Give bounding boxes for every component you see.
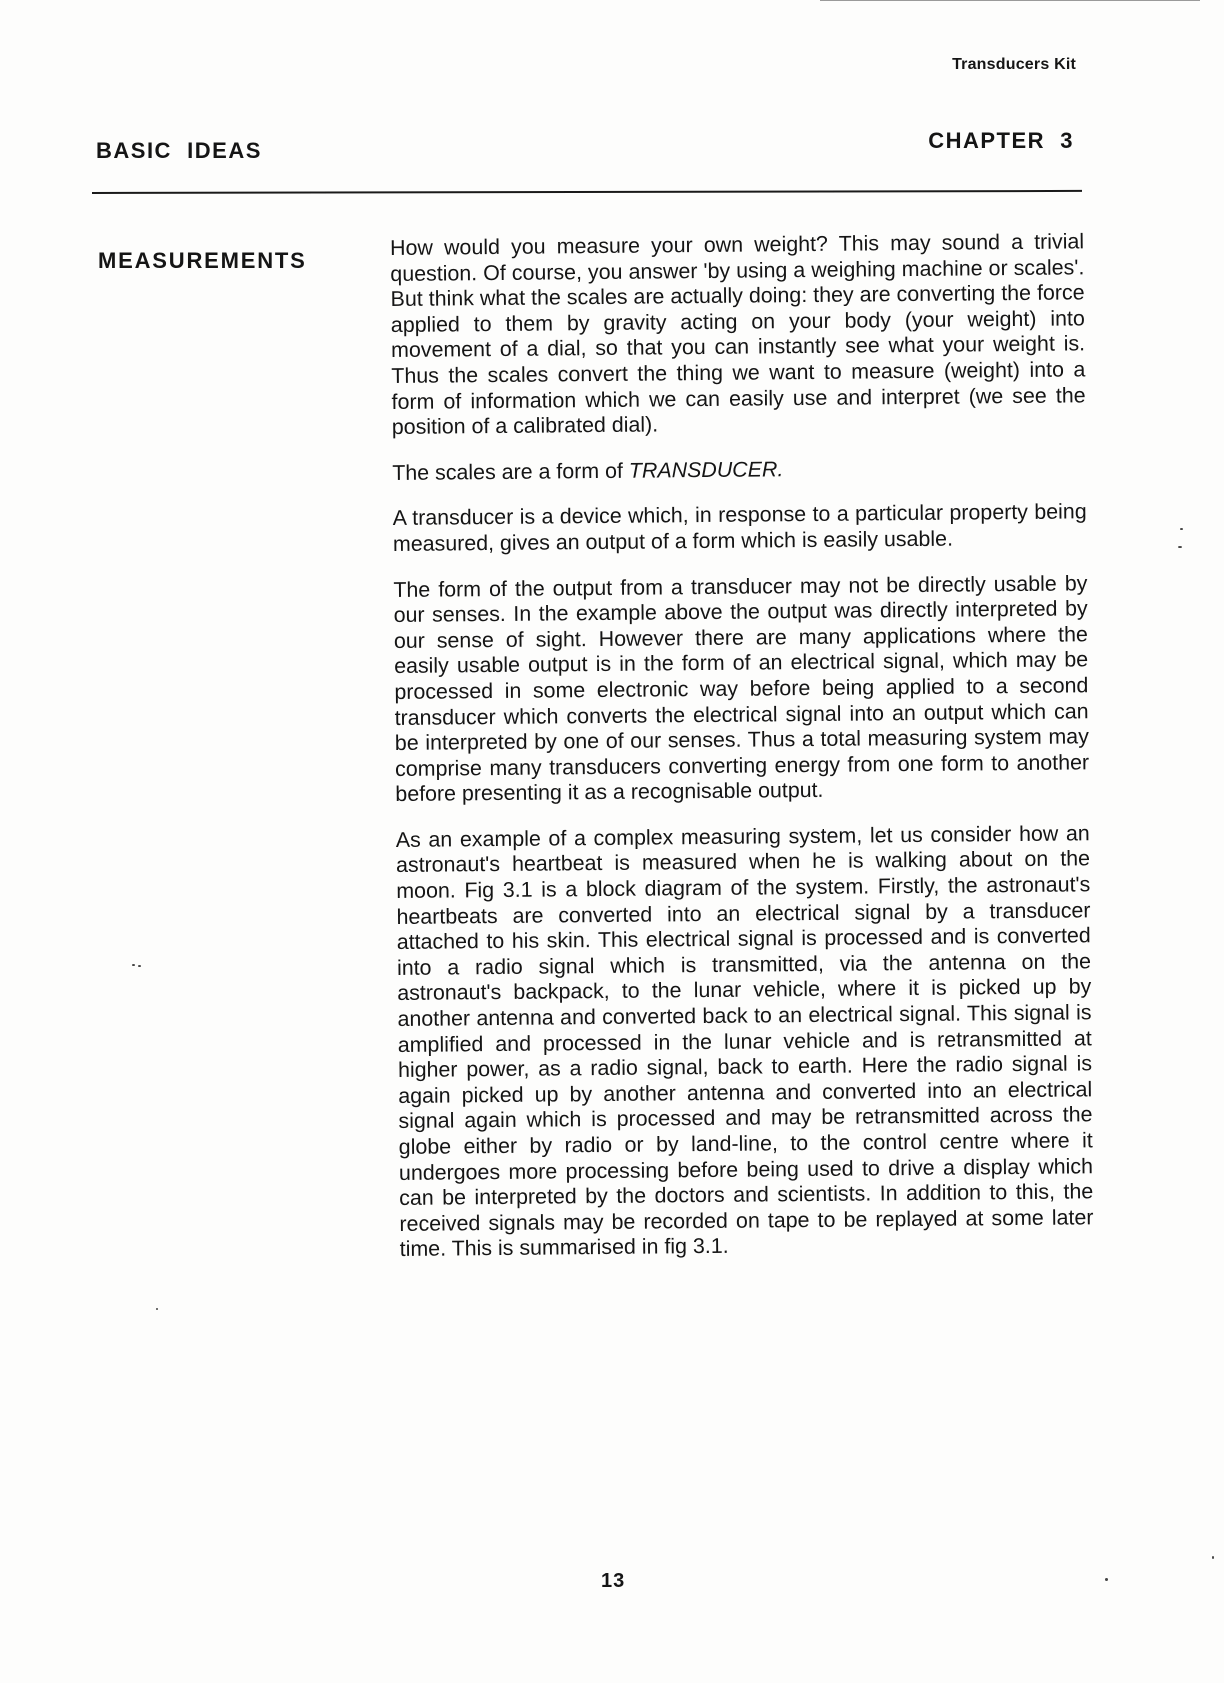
body-text-column bbox=[390, 229, 1094, 1263]
scan-speck bbox=[138, 965, 141, 967]
paragraph-astronaut-example: As an example of a complex measuring system, let us consider how an astronaut's heartbeat is measured when he is walking about on the moon. Fig 3.1 is a block diagram of the system. Firstly, the astronaut's heartbeats are converted into an electrical signal by a transducer attached to his skin. This electrical signal is processed and is converted into a radio signal which is transmitted, via the antenna on the astronaut's backpack, to the lunar vehicle, where it is picked up by another antenna and converted back to an electrical signal. This signal is amplified and processed in the lunar vehicle and is retransmitted at higher power, as a radio signal, back to earth. Here the radio signal is again picked up by another antenna and converted into an electrical signal again which is processed and may be retransmitted across the globe either by radio or by land-line, to the control centre where it undergoes more processing before being used to drive a display which can be interpreted by the doctors and scientists. In addition to this, the received signals may be recorded on tape to be replayed at some later time. This is summarised in fig 3.1. bbox=[395, 821, 1094, 1262]
paragraph-definition: A transducer is a device which, in response to a particular property being measured, gives an output of a form which is easily usable. bbox=[392, 499, 1087, 556]
scan-speck bbox=[1105, 1578, 1108, 1581]
scan-speck bbox=[1178, 546, 1182, 548]
paragraph-intro: How would you measure your own weight? This may sound a trivial question. Of course, you answer 'by using a weighing machine or scales'. But think what the scales are actually doing: they are converting the force applied to them by gravity acting on your body (your weight) into movement of a dial, so that you can instantly see what your weight is. Thus the scales convert the thing we want to measure (weight) into a form of information which we can easily use and interpret (we see the position of a calibrated dial). bbox=[390, 229, 1086, 440]
section-title: BASIC IDEAS bbox=[96, 138, 262, 163]
transducer-term: TRANSDUCER. bbox=[628, 456, 784, 483]
header-divider-rule bbox=[92, 190, 1082, 194]
scan-speck bbox=[132, 964, 135, 966]
page-number: 13 bbox=[601, 1570, 626, 1592]
scan-speck bbox=[1212, 1556, 1214, 1559]
scan-speck bbox=[1180, 528, 1183, 530]
paragraph-output-form: The form of the output from a transducer may not be directly usable by our senses. In the example above the output was directly interpreted by our sense of sight. However there are many applications where the easily usable output is in the form of an electrical signal, which may be processed in some electronic way before being applied to a second transducer which converts the electrical signal into an output which can be interpreted by one of our senses. Thus a total measuring system may comprise many transducers converting energy from one form to another before presenting it as a recognisable output. bbox=[393, 570, 1090, 807]
side-heading-measurements: MEASUREMENTS bbox=[98, 248, 307, 273]
scan-speck bbox=[156, 1308, 158, 1310]
paragraph-scales-transducer bbox=[392, 454, 1086, 486]
scales-prefix-text: The scales are a form of bbox=[392, 458, 629, 485]
running-header-kit-title: Transducers Kit bbox=[952, 56, 1076, 73]
scan-edge-line bbox=[820, 0, 1200, 1]
chapter-label: CHAPTER 3 bbox=[928, 128, 1074, 153]
